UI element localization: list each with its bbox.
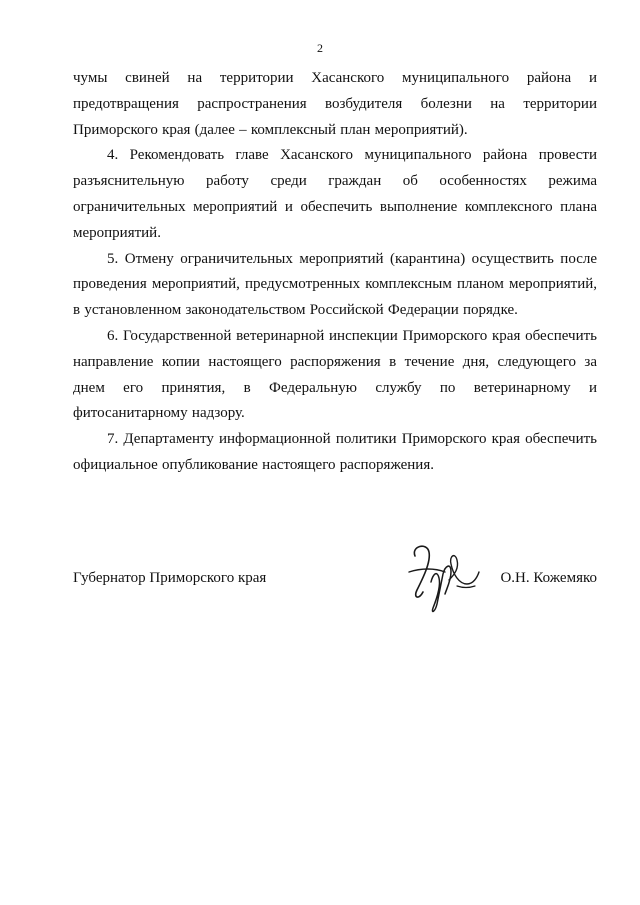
signer-name: О.Н. Кожемяко — [500, 570, 597, 586]
paragraph-item-6: 6. Государственной ветеринарной инспекции Приморского края обеспечить направление копии настоящего распоряжения в течение дня, следующего за днем его принятия, в Федеральную службу по ветеринарному и фитосанитарному надзору. — [73, 327, 597, 422]
paragraph-item-5: 5. Отмену ограничительных мероприятий (карантина) осуществить после проведения мероприятий, предусмотренных комплексным планом мероприятий, в установленном законодательством Российской Федерации порядке. — [73, 250, 597, 319]
paragraph-item-4: 4. Рекомендовать главе Хасанского муниципального района провести разъяснительную работу среди граждан об особенностях режима ограничительных мероприятий и обеспечить выполнение комплексного плана мероприятий. — [73, 147, 597, 241]
document-body — [73, 66, 597, 479]
signer-title: Губернатор Приморского края — [73, 570, 267, 586]
page-number: 2 — [317, 41, 323, 55]
paragraph-continuation: чумы свиней на территории Хасанского муниципального района и предотвращения распространения возбудителя болезни на территории Приморского края (далее – комплексный план мероприятий). — [73, 70, 597, 138]
signature-block — [73, 560, 597, 600]
handwritten-signature-icon — [401, 538, 491, 618]
paragraph-item-7: 7. Департаменту информационной политики Приморского края обеспечить официальное опубликование настоящего распоряжения. — [73, 431, 597, 473]
